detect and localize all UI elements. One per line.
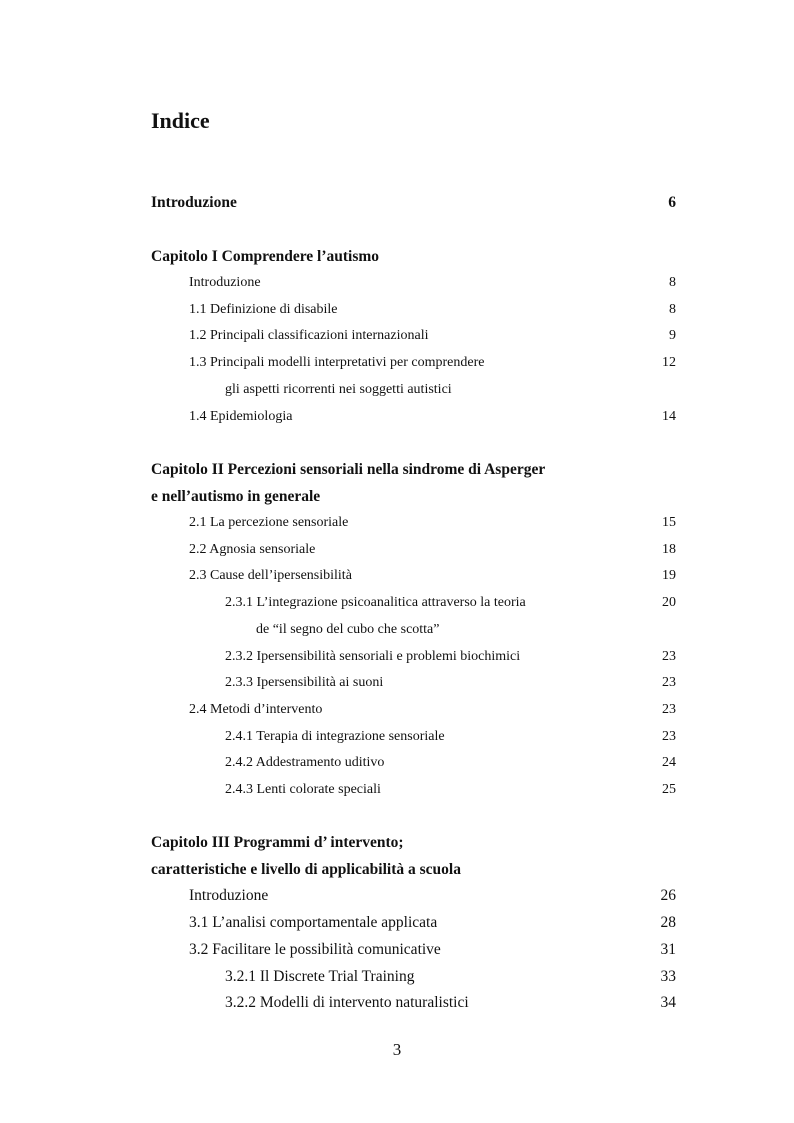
toc-entry-label: de “il segno del cubo che scotta”: [256, 622, 440, 637]
toc-entry-label: 1.4 Epidemiologia: [189, 409, 293, 424]
toc-entry-label: 2.3.2 Ipersensibilità sensoriali e problemi biochimici: [225, 649, 521, 664]
toc-entry: [0, 941, 794, 963]
toc-entry: [0, 914, 794, 936]
toc-entry: [0, 782, 794, 804]
chapter-2-heading-line2: [0, 488, 794, 510]
toc-entry-page: 28: [660, 914, 676, 931]
chapter-3-heading-line2: [0, 861, 794, 883]
toc-entry-page: 8: [669, 302, 676, 317]
page-number: 3: [392, 1040, 402, 1059]
toc-entry-page: 24: [662, 755, 676, 770]
chapter-1-heading: [0, 248, 794, 270]
toc-entry: [0, 887, 794, 909]
toc-entry-label: 2.2 Agnosia sensoriale: [189, 542, 316, 557]
toc-entry-page: 9: [669, 328, 676, 343]
toc-entry-page: 26: [660, 887, 676, 904]
toc-entry-page: 31: [660, 941, 676, 958]
toc-entry-label: 1.1 Definizione di disabile: [189, 302, 338, 317]
toc-entry: [0, 328, 794, 350]
toc-entry-label: 3.2.1 Il Discrete Trial Training: [225, 968, 415, 985]
chapter-heading-text: Capitolo III Programmi d’ intervento;: [151, 834, 404, 851]
toc-entry-page: 19: [662, 568, 676, 583]
toc-entry-label: 1.2 Principali classificazioni internazionali: [189, 328, 429, 343]
toc-entry-label: Introduzione: [151, 194, 237, 211]
toc-entry-label: 2.3.1 L’integrazione psicoanalitica attraverso la teoria: [225, 595, 526, 610]
toc-entry-label: 2.3.3 Ipersensibilità ai suoni: [225, 675, 384, 690]
toc-entry-label: Introduzione: [189, 887, 269, 904]
toc-entry: [0, 515, 794, 537]
toc-entry: [0, 409, 794, 431]
toc-entry: [0, 542, 794, 564]
toc-entry-page: 23: [662, 702, 676, 717]
toc-entry-page: 20: [662, 595, 676, 610]
toc-entry-page: 34: [660, 994, 676, 1011]
toc-entry-continuation: [0, 382, 794, 404]
toc-entry-label: 2.3 Cause dell’ipersensibilità: [189, 568, 352, 583]
toc-entry: [0, 355, 794, 377]
toc-entry-label: Introduzione: [189, 275, 261, 290]
toc-entry-page: 14: [662, 409, 676, 424]
toc-entry-page: 18: [662, 542, 676, 557]
toc-entry-page: 23: [662, 675, 676, 690]
chapter-3-heading: [0, 834, 794, 856]
toc-entry: [0, 702, 794, 724]
toc-entry-label: 2.4.2 Addestramento uditivo: [225, 755, 385, 770]
toc-entry-label: 2.4 Metodi d’intervento: [189, 702, 323, 717]
toc-entry: [0, 568, 794, 590]
toc-entry: [0, 595, 794, 617]
chapter-heading-text: e nell’autismo in generale: [151, 488, 321, 505]
chapter-2-heading: [0, 461, 794, 483]
toc-entry-page: 8: [669, 275, 676, 290]
toc-entry-page: 12: [662, 355, 676, 370]
toc-entry-page: 23: [662, 649, 676, 664]
toc-entry-label: 2.1 La percezione sensoriale: [189, 515, 349, 530]
page-title: Indice: [151, 108, 210, 133]
toc-entry: [0, 968, 794, 990]
toc-entry-introduzione: [0, 194, 794, 216]
toc-entry-page: 25: [662, 782, 676, 797]
toc-entry-label: 3.2.2 Modelli di intervento naturalistici: [225, 994, 469, 1011]
chapter-heading-text: Capitolo I Comprendere l’autismo: [151, 248, 380, 265]
toc-entry: [0, 729, 794, 751]
toc-entry: [0, 302, 794, 324]
toc-entry-label: 1.3 Principali modelli interpretativi per comprendere: [189, 355, 485, 370]
toc-entry-page: 33: [660, 968, 676, 985]
chapter-heading-text: Capitolo II Percezioni sensoriali nella sindrome di Asperger: [151, 461, 546, 478]
toc-entry-label: 2.4.3 Lenti colorate speciali: [225, 782, 381, 797]
toc-entry-page: 6: [668, 194, 676, 211]
chapter-heading-text: caratteristiche e livello di applicabilità a scuola: [151, 861, 461, 878]
toc-entry: [0, 649, 794, 671]
toc-entry-page: 15: [662, 515, 676, 530]
toc-entry: [0, 755, 794, 777]
toc-entry: [0, 275, 794, 297]
toc-entry-continuation: [0, 622, 794, 644]
toc-entry-label: 3.1 L’analisi comportamentale applicata: [189, 914, 438, 931]
toc-entry-label: 2.4.1 Terapia di integrazione sensoriale: [225, 729, 445, 744]
toc-entry: [0, 994, 794, 1016]
toc-entry: [0, 675, 794, 697]
toc-entry-page: 23: [662, 729, 676, 744]
toc-entry-label: 3.2 Facilitare le possibilità comunicative: [189, 941, 441, 958]
toc-entry-label: gli aspetti ricorrenti nei soggetti autistici: [225, 382, 452, 397]
